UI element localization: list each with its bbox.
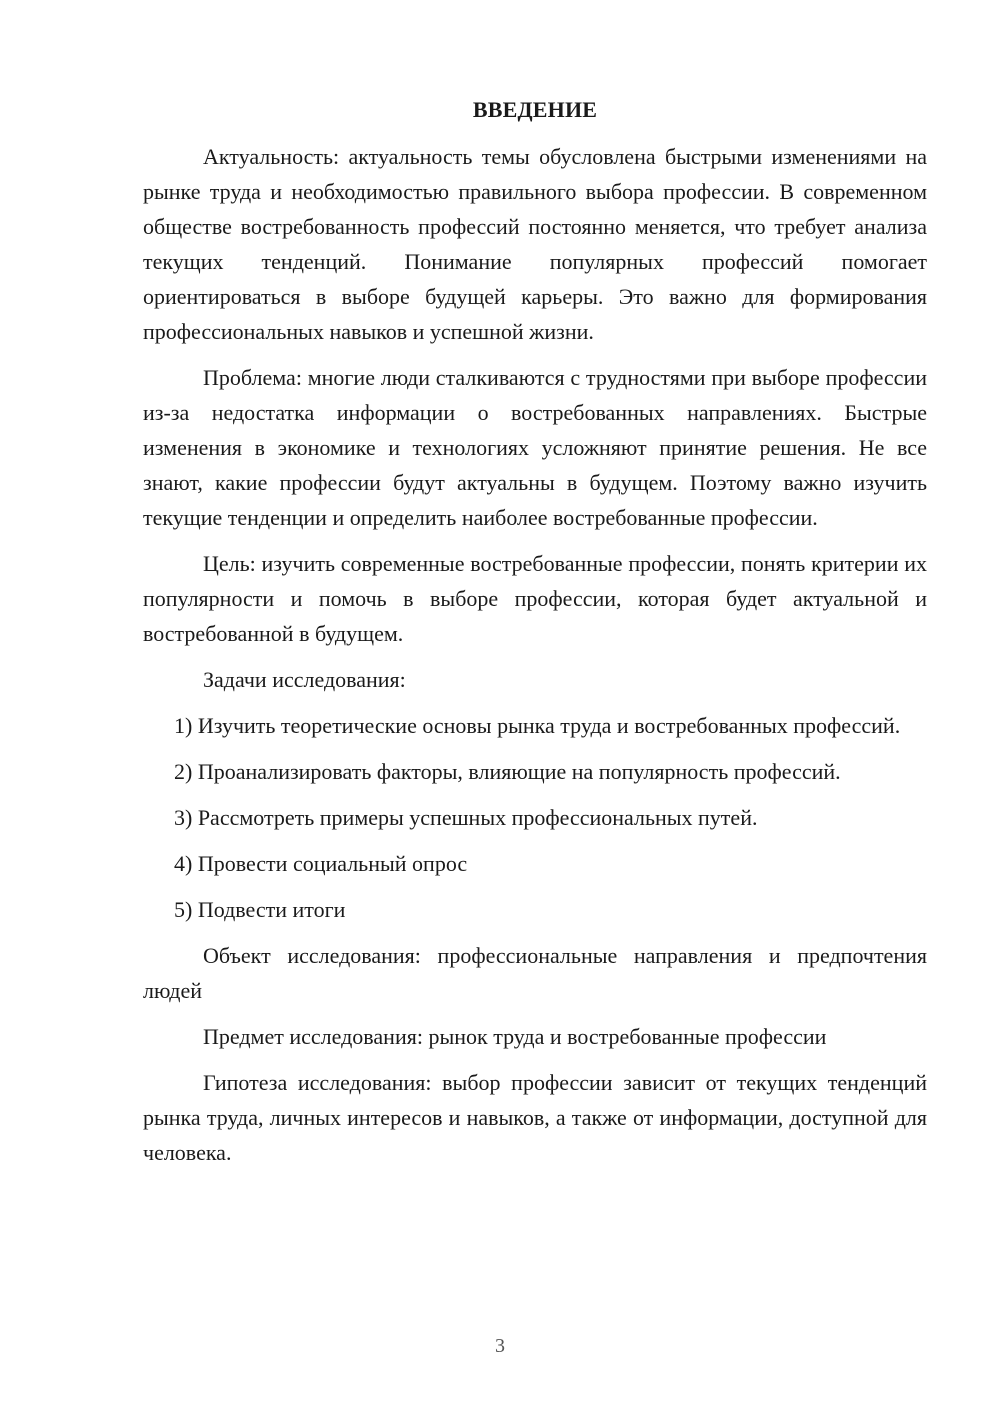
task-item-1: 1) Изучить теоретические основы рынка труда и востребованных профессий. <box>174 713 901 738</box>
paragraph-goal: Цель: изучить современные востребованные профессии, понять критерии их популярности и помочь в выборе профессии, которая будет актуальной и востребованной в будущем. <box>143 551 927 646</box>
page-content <box>143 95 927 1181</box>
task-item-3: 3) Рассмотреть примеры успешных профессиональных путей. <box>174 805 758 830</box>
page-title: ВВЕДЕНИЕ <box>472 97 598 122</box>
task-item-2: 2) Проанализировать факторы, влияющие на популярность профессий. <box>174 759 841 784</box>
tasks-heading: Задачи исследования: <box>203 667 406 692</box>
paragraph-subject: Предмет исследования: рынок труда и востребованные профессии <box>203 1024 827 1049</box>
paragraph-problem: Проблема: многие люди сталкиваются с трудностями при выборе профессии из-за недостатка информации о востребованных направлениях. Быстрые изменения в экономике и технологиях усложняют принятие решения. Не все знают, какие профессии будут актуальны в будущем. Поэтому важно изучить текущие тенденции и определить наиболее востребованные профессии. <box>143 365 927 530</box>
page-number: 3 <box>495 1335 505 1357</box>
paragraph-hypothesis: Гипотеза исследования: выбор профессии зависит от текущих тенденций рынка труда, личных интересов и навыков, а также от информации, доступной для человека. <box>143 1070 927 1165</box>
paragraph-object: Объект исследования: профессиональные направления и предпочтения людей <box>143 943 927 1003</box>
task-item-4: 4) Провести социальный опрос <box>174 851 468 876</box>
task-item-5: 5) Подвести итоги <box>174 897 346 922</box>
paragraph-relevance: Актуальность: актуальность темы обусловлена быстрыми изменениями на рынке труда и необходимостью правильного выбора профессии. В современном обществе востребованность профессий постоянно меняется, что требует анализа текущих тенденций. Понимание популярных профессий помогает ориентироваться в выборе будущей карьеры. Это важно для формирования профессиональных навыков и успешной жизни. <box>143 144 927 344</box>
